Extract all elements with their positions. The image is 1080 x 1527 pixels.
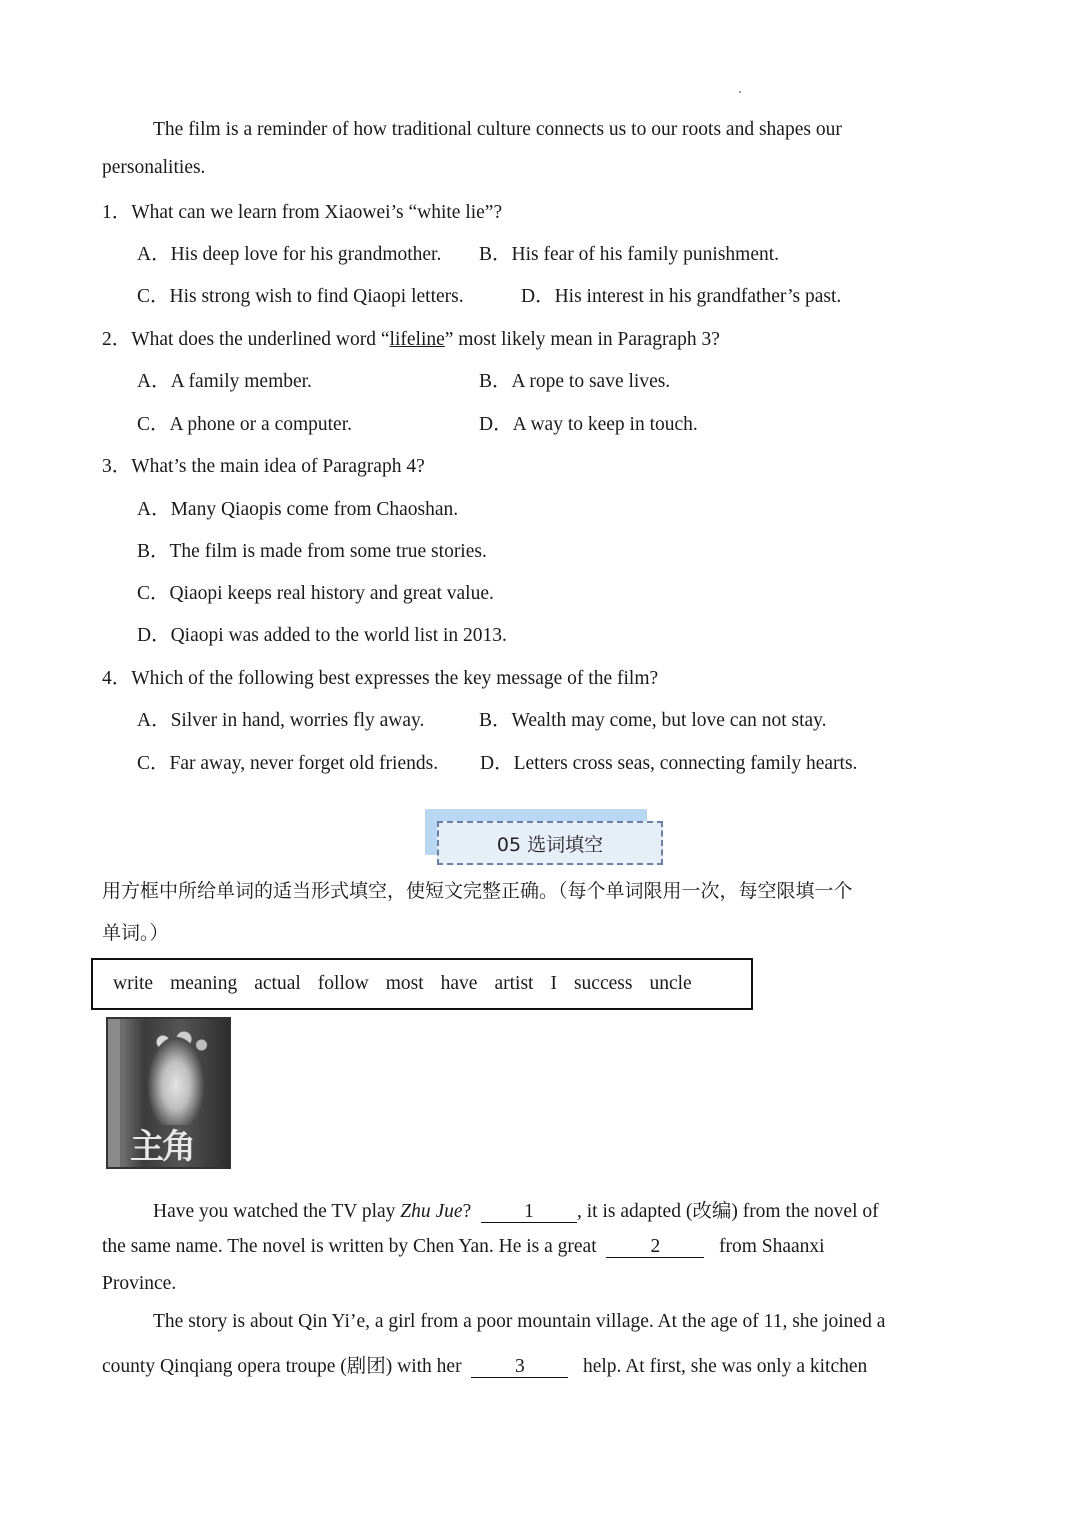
intro-line-2: personalities.	[102, 157, 206, 178]
word-bank-item: most	[385, 973, 424, 994]
question-3-option-c[interactable]: C．Qiaopi keeps real history and great value.	[137, 583, 494, 604]
question-4-option-b[interactable]: B．Wealth may come, but love can not stay.	[479, 710, 827, 731]
passage-line-2	[102, 1236, 825, 1258]
passage-text: county Qinqiang opera troupe (剧团) with her	[102, 1356, 462, 1377]
opera-face	[148, 1037, 204, 1125]
word-bank-item: success	[573, 973, 633, 994]
word-bank-item: I	[550, 973, 557, 994]
book-cover-image	[106, 1017, 231, 1169]
question-3-option-a[interactable]: A．Many Qiaopis come from Chaoshan.	[137, 499, 459, 520]
section-title: 05 选词填空	[437, 821, 663, 865]
question-1-option-b[interactable]: B．His fear of his family punishment.	[479, 244, 780, 265]
question-2-stem-post: ” most likely mean in Paragraph 3?	[444, 329, 720, 350]
instruction-line-1: 用方框中所给单词的适当形式填空，使短文完整正确。（每个单词限用一次，每空限填一个	[102, 880, 853, 902]
question-1-option-a[interactable]: A．His deep love for his grandmother.	[137, 244, 442, 265]
scan-speck	[739, 91, 741, 93]
tv-play-title: Zhu Jue	[400, 1201, 463, 1222]
passage-line-4: The story is about Qin Yi’e, a girl from a poor mountain village. At the age of 11, she joined a	[153, 1311, 886, 1332]
book-cover-title: 主角	[130, 1127, 194, 1167]
word-bank-item: uncle	[649, 973, 692, 994]
question-4-option-c[interactable]: C．Far away, never forget old friends.	[137, 753, 439, 774]
question-3-option-b[interactable]: B．The film is made from some true stories.	[137, 541, 487, 562]
question-2-option-a[interactable]: A．A family member.	[137, 371, 312, 392]
blank-1[interactable]: 1	[481, 1202, 577, 1223]
passage-text: the same name. The novel is written by Chen Yan. He is a great	[102, 1236, 597, 1257]
question-1-stem: 1．What can we learn from Xiaowei’s “white lie”?	[102, 202, 503, 223]
question-4-option-d[interactable]: D．Letters cross seas, connecting family hearts.	[480, 753, 858, 774]
word-bank-item: follow	[317, 973, 369, 994]
question-3-option-d[interactable]: D．Qiaopi was added to the world list in 2013.	[137, 625, 507, 646]
question-2-option-c[interactable]: C．A phone or a computer.	[137, 414, 353, 435]
passage-text: from Shaanxi	[719, 1236, 825, 1257]
word-bank-item: actual	[254, 973, 301, 994]
question-4-stem: 4．Which of the following best expresses the key message of the film?	[102, 668, 659, 689]
question-2-option-d[interactable]: D．A way to keep in touch.	[479, 414, 698, 435]
blank-2[interactable]: 2	[606, 1237, 704, 1258]
question-1-option-c[interactable]: C．His strong wish to find Qiaopi letters.	[137, 286, 464, 307]
word-bank-item: write	[113, 973, 154, 994]
instruction-line-2: 单词。）	[102, 922, 169, 944]
word-bank-item: artist	[494, 973, 534, 994]
passage-text: ?	[462, 1201, 472, 1222]
question-3-stem: 3．What’s the main idea of Paragraph 4?	[102, 456, 425, 477]
passage-line-1	[153, 1195, 879, 1223]
word-bank-box	[91, 958, 753, 1010]
question-2-option-b[interactable]: B．A rope to save lives.	[479, 371, 671, 392]
section-header	[425, 809, 663, 865]
underlined-word-lifeline: lifeline	[389, 329, 445, 350]
word-bank-item: meaning	[170, 973, 238, 994]
intro-line-1: The film is a reminder of how traditional culture connects us to our roots and shapes our	[153, 119, 842, 140]
blank-3[interactable]: 3	[471, 1357, 568, 1378]
question-1-option-d[interactable]: D．His interest in his grandfather’s past.	[521, 286, 842, 307]
word-bank-item: have	[440, 973, 478, 994]
question-4-option-a[interactable]: A．Silver in hand, worries fly away.	[137, 710, 425, 731]
passage-line-3: Province.	[102, 1273, 177, 1294]
passage-text: Have you watched the TV play	[153, 1201, 401, 1222]
passage-text: , it is adapted (改编) from the novel of	[576, 1201, 879, 1222]
book-spine	[108, 1019, 120, 1167]
question-2-stem-pre: 2．What does the underlined word “	[102, 329, 390, 350]
passage-line-5	[102, 1350, 867, 1378]
question-2-stem	[102, 323, 720, 351]
passage-text: help. At first, she was only a kitchen	[582, 1356, 868, 1377]
